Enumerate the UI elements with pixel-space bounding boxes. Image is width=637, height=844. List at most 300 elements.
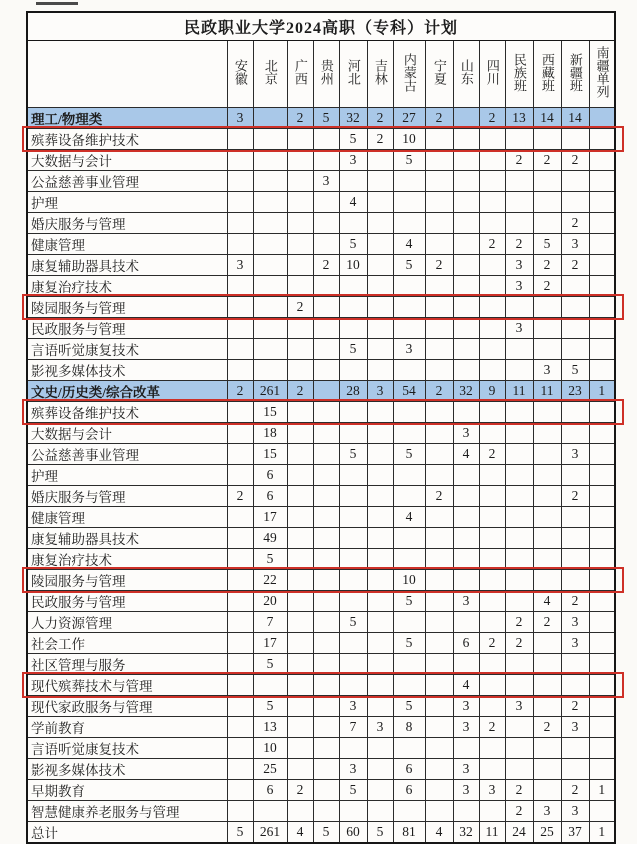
plan-count-cell: 3 [453,780,479,801]
plan-count-cell: 5 [339,129,367,150]
plan-count-cell [253,318,287,339]
program-name: 早期教育 [27,780,227,801]
plan-count-cell [425,234,453,255]
plan-count-cell [589,150,615,171]
plan-count-cell [367,318,393,339]
total-count-cell: 32 [453,822,479,844]
plan-count-cell [479,675,505,696]
table-row [27,717,615,738]
plan-count-cell [533,675,561,696]
plan-count-cell [287,402,313,423]
plan-count-cell [479,297,505,318]
column-header [589,41,615,108]
plan-count-cell [533,423,561,444]
plan-count-cell [425,423,453,444]
program-name: 智慧健康养老服务与管理 [27,801,227,822]
plan-count-cell [425,150,453,171]
program-name: 影视多媒体技术 [27,360,227,381]
table-row [27,549,615,570]
program-name: 陵园服务与管理 [27,570,227,591]
plan-count-cell [367,549,393,570]
plan-count-cell [561,192,589,213]
plan-count-cell [313,549,339,570]
plan-count-cell [367,360,393,381]
plan-count-cell: 5 [393,444,425,465]
plan-count-cell [589,738,615,759]
plan-count-cell [367,297,393,318]
plan-count-cell [533,486,561,507]
total-count-cell: 11 [479,822,505,844]
plan-count-cell [479,528,505,549]
plan-count-cell [589,465,615,486]
plan-count-cell: 5 [253,654,287,675]
plan-count-cell [479,759,505,780]
plan-count-cell [313,738,339,759]
plan-count-cell: 3 [561,633,589,654]
section-subtotal-cell: 9 [479,381,505,402]
plan-count-cell: 5 [339,612,367,633]
plan-count-cell [367,465,393,486]
plan-count-cell [479,360,505,381]
total-label: 总计 [27,822,227,844]
plan-count-cell [287,150,313,171]
plan-count-cell: 5 [393,696,425,717]
total-count-cell: 261 [253,822,287,844]
section-subtotal-cell: 14 [561,108,589,129]
plan-count-cell [505,171,533,192]
plan-count-cell [227,696,253,717]
section-subtotal-cell [313,381,339,402]
plan-count-cell [533,297,561,318]
plan-count-cell [393,402,425,423]
plan-count-cell [227,297,253,318]
plan-count-cell [253,360,287,381]
plan-count-cell: 3 [561,801,589,822]
plan-count-cell [533,402,561,423]
plan-count-cell [453,234,479,255]
plan-count-cell [479,276,505,297]
column-header-text: 山东 [458,59,474,85]
plan-count-cell [393,465,425,486]
total-count-cell: 5 [227,822,253,844]
plan-count-cell [287,549,313,570]
program-name: 言语听觉康复技术 [27,339,227,360]
plan-count-cell [253,276,287,297]
plan-count-cell [561,654,589,675]
column-header [393,41,425,108]
plan-count-cell [479,486,505,507]
plan-count-cell: 3 [533,360,561,381]
plan-count-cell [453,360,479,381]
plan-count-cell [227,507,253,528]
plan-count-cell: 6 [393,780,425,801]
plan-count-cell [339,213,367,234]
program-name: 影视多媒体技术 [27,759,227,780]
plan-count-cell [561,339,589,360]
plan-count-cell [533,654,561,675]
program-name: 公益慈善事业管理 [27,444,227,465]
plan-count-cell [287,171,313,192]
plan-count-cell [425,633,453,654]
plan-count-cell [367,570,393,591]
plan-count-cell [425,129,453,150]
program-name: 殡葬设备维护技术 [27,402,227,423]
table-row [27,360,615,381]
plan-count-cell: 5 [339,444,367,465]
column-header [425,41,453,108]
plan-count-cell [589,339,615,360]
plan-count-cell [533,738,561,759]
plan-count-cell [561,423,589,444]
plan-count-cell [533,339,561,360]
plan-count-cell: 4 [453,444,479,465]
plan-count-cell [453,549,479,570]
plan-count-cell [313,213,339,234]
plan-count-cell: 2 [505,612,533,633]
plan-count-cell [453,402,479,423]
plan-count-cell: 3 [505,255,533,276]
plan-count-cell [393,549,425,570]
table-row [27,444,615,465]
plan-count-cell [453,192,479,213]
program-name: 公益慈善事业管理 [27,171,227,192]
plan-count-cell [561,129,589,150]
plan-count-cell [339,171,367,192]
program-name: 现代殡葬技术与管理 [27,675,227,696]
plan-count-cell [313,129,339,150]
column-header-text: 民族班 [511,52,527,92]
plan-count-cell [589,507,615,528]
plan-count-cell [505,339,533,360]
plan-count-cell: 5 [533,234,561,255]
plan-count-cell: 2 [425,486,453,507]
plan-count-cell [339,528,367,549]
plan-count-cell [533,549,561,570]
plan-count-cell [453,129,479,150]
table-row [27,129,615,150]
plan-count-cell [227,780,253,801]
plan-count-cell [287,675,313,696]
plan-count-cell [589,612,615,633]
plan-count-cell: 4 [533,591,561,612]
plan-count-cell [561,675,589,696]
plan-count-cell [453,486,479,507]
plan-count-cell [393,675,425,696]
plan-count-cell [313,402,339,423]
plan-count-cell: 2 [313,255,339,276]
scan-artifact-line [36,2,78,5]
plan-count-cell [253,171,287,192]
plan-count-cell: 2 [505,801,533,822]
program-name: 殡葬设备维护技术 [27,129,227,150]
column-header-row [27,41,615,108]
total-count-cell: 4 [425,822,453,844]
plan-count-cell: 4 [339,192,367,213]
plan-count-cell [227,234,253,255]
plan-count-cell [287,591,313,612]
plan-count-cell [505,129,533,150]
plan-count-cell [367,255,393,276]
column-header-text: 新疆班 [567,52,583,92]
plan-count-cell [505,297,533,318]
plan-count-cell: 2 [287,780,313,801]
plan-count-cell [253,234,287,255]
table-row [27,486,615,507]
plan-count-cell [253,297,287,318]
plan-count-cell [589,549,615,570]
plan-count-cell [505,360,533,381]
plan-count-cell [533,696,561,717]
table-row [27,171,615,192]
plan-count-cell [367,780,393,801]
plan-count-cell [253,801,287,822]
plan-count-cell: 2 [479,633,505,654]
table-row [27,234,615,255]
plan-count-cell [227,360,253,381]
plan-count-cell [367,213,393,234]
plan-count-cell [533,570,561,591]
plan-count-cell [479,171,505,192]
plan-count-cell [425,339,453,360]
plan-count-cell: 2 [561,591,589,612]
plan-count-cell [339,675,367,696]
plan-count-cell: 5 [339,780,367,801]
plan-count-cell [393,192,425,213]
plan-count-cell: 7 [253,612,287,633]
plan-count-cell: 3 [453,717,479,738]
plan-count-cell [393,612,425,633]
section-subtotal-cell: 3 [367,381,393,402]
plan-count-cell [453,612,479,633]
plan-count-cell [367,591,393,612]
plan-count-cell: 2 [479,444,505,465]
plan-count-cell: 3 [313,171,339,192]
plan-count-cell [227,738,253,759]
plan-count-cell [367,528,393,549]
plan-count-cell [453,738,479,759]
plan-count-cell [425,717,453,738]
plan-count-cell: 5 [339,234,367,255]
plan-count-cell [505,528,533,549]
plan-count-cell [589,717,615,738]
plan-count-cell [533,507,561,528]
plan-count-cell: 5 [561,360,589,381]
plan-count-cell [313,276,339,297]
plan-count-cell: 3 [533,801,561,822]
table-row [27,507,615,528]
plan-count-cell [453,297,479,318]
section-subtotal-cell: 28 [339,381,367,402]
title-row [27,12,615,41]
plan-count-cell [367,654,393,675]
plan-count-cell [287,654,313,675]
section-subtotal-cell: 5 [313,108,339,129]
program-name: 陵园服务与管理 [27,297,227,318]
plan-count-cell [287,234,313,255]
plan-count-cell [589,276,615,297]
plan-count-cell [425,507,453,528]
plan-count-cell [227,654,253,675]
plan-count-cell: 10 [393,570,425,591]
plan-count-cell [313,528,339,549]
plan-count-cell [453,801,479,822]
column-header-text: 内蒙古 [401,52,417,92]
plan-count-cell: 6 [253,465,287,486]
plan-count-cell [287,192,313,213]
plan-count-cell [479,591,505,612]
plan-count-cell [367,633,393,654]
plan-count-cell [453,255,479,276]
plan-count-cell [589,297,615,318]
plan-count-cell [561,465,589,486]
column-header-text: 西藏班 [539,52,555,92]
plan-count-cell [453,507,479,528]
plan-count-cell [393,213,425,234]
plan-count-cell [561,276,589,297]
plan-count-cell [367,339,393,360]
plan-count-cell [287,738,313,759]
plan-count-cell [589,360,615,381]
table-row [27,801,615,822]
plan-count-cell [479,465,505,486]
plan-count-cell [425,213,453,234]
program-name: 社区管理与服务 [27,654,227,675]
plan-count-cell [227,801,253,822]
plan-count-cell: 10 [393,129,425,150]
program-name: 康复治疗技术 [27,549,227,570]
plan-count-cell [533,780,561,801]
plan-count-cell: 4 [393,234,425,255]
section-subtotal-cell: 11 [533,381,561,402]
table-row [27,318,615,339]
section-subtotal-cell: 2 [479,108,505,129]
plan-count-cell [393,318,425,339]
plan-count-cell: 3 [393,339,425,360]
plan-count-cell: 2 [561,213,589,234]
plan-count-cell [393,276,425,297]
plan-count-cell [287,465,313,486]
plan-count-cell [425,171,453,192]
column-header-text: 南疆单列 [594,46,610,98]
plan-count-cell [367,738,393,759]
column-header-text: 河北 [345,59,361,85]
plan-count-cell: 2 [505,150,533,171]
plan-count-cell [287,213,313,234]
plan-count-cell [589,423,615,444]
plan-count-cell: 17 [253,633,287,654]
plan-count-cell [227,717,253,738]
plan-count-cell [339,360,367,381]
plan-count-cell [425,318,453,339]
plan-count-cell [313,780,339,801]
plan-count-cell [339,318,367,339]
total-count-cell: 5 [367,822,393,844]
plan-count-cell: 2 [561,486,589,507]
plan-count-cell [313,717,339,738]
plan-count-cell [227,528,253,549]
plan-count-cell [533,213,561,234]
plan-count-cell: 2 [505,633,533,654]
plan-count-cell: 7 [339,717,367,738]
plan-count-cell [393,528,425,549]
plan-count-cell [367,402,393,423]
plan-count-cell: 10 [339,255,367,276]
plan-count-cell [505,591,533,612]
plan-count-cell [425,528,453,549]
plan-count-cell [425,612,453,633]
plan-count-cell [339,591,367,612]
program-name: 康复辅助器具技术 [27,528,227,549]
total-count-cell: 24 [505,822,533,844]
plan-count-cell: 3 [339,696,367,717]
plan-count-cell: 3 [561,612,589,633]
plan-count-cell [453,339,479,360]
plan-count-cell [589,255,615,276]
plan-count-cell [561,507,589,528]
plan-count-cell [227,318,253,339]
plan-count-cell [313,444,339,465]
total-count-cell: 25 [533,822,561,844]
plan-count-cell: 3 [453,591,479,612]
plan-count-cell [533,759,561,780]
plan-count-cell [453,465,479,486]
plan-count-cell [533,465,561,486]
plan-count-cell [227,591,253,612]
plan-count-cell [313,423,339,444]
plan-count-cell [533,129,561,150]
plan-count-cell [479,549,505,570]
plan-count-cell: 2 [505,234,533,255]
program-name: 社会工作 [27,633,227,654]
plan-count-cell [367,171,393,192]
plan-count-cell [453,654,479,675]
plan-count-cell [339,633,367,654]
plan-count-cell [533,444,561,465]
plan-count-cell [227,759,253,780]
plan-count-cell: 2 [561,150,589,171]
plan-count-cell [253,192,287,213]
enrollment-plan-table [26,11,616,844]
section-subtotal-cell: 2 [367,108,393,129]
plan-count-cell: 2 [367,129,393,150]
program-name: 言语听觉康复技术 [27,738,227,759]
plan-count-cell [561,297,589,318]
column-header [561,41,589,108]
plan-count-cell [505,486,533,507]
plan-count-cell [479,570,505,591]
column-header-text: 吉林 [372,59,388,85]
plan-count-cell [227,444,253,465]
plan-count-cell [367,234,393,255]
plan-count-cell [253,255,287,276]
plan-count-cell [425,675,453,696]
plan-count-cell: 15 [253,402,287,423]
plan-table-container [26,11,616,844]
program-name: 健康管理 [27,234,227,255]
column-header [339,41,367,108]
plan-count-cell [533,192,561,213]
program-name: 现代家政服务与管理 [27,696,227,717]
plan-count-cell [589,801,615,822]
plan-count-cell [227,633,253,654]
plan-count-cell [253,150,287,171]
plan-count-cell [589,213,615,234]
plan-count-cell [313,297,339,318]
program-name: 人力资源管理 [27,612,227,633]
program-name: 健康管理 [27,507,227,528]
plan-count-cell: 25 [253,759,287,780]
plan-count-cell [339,738,367,759]
